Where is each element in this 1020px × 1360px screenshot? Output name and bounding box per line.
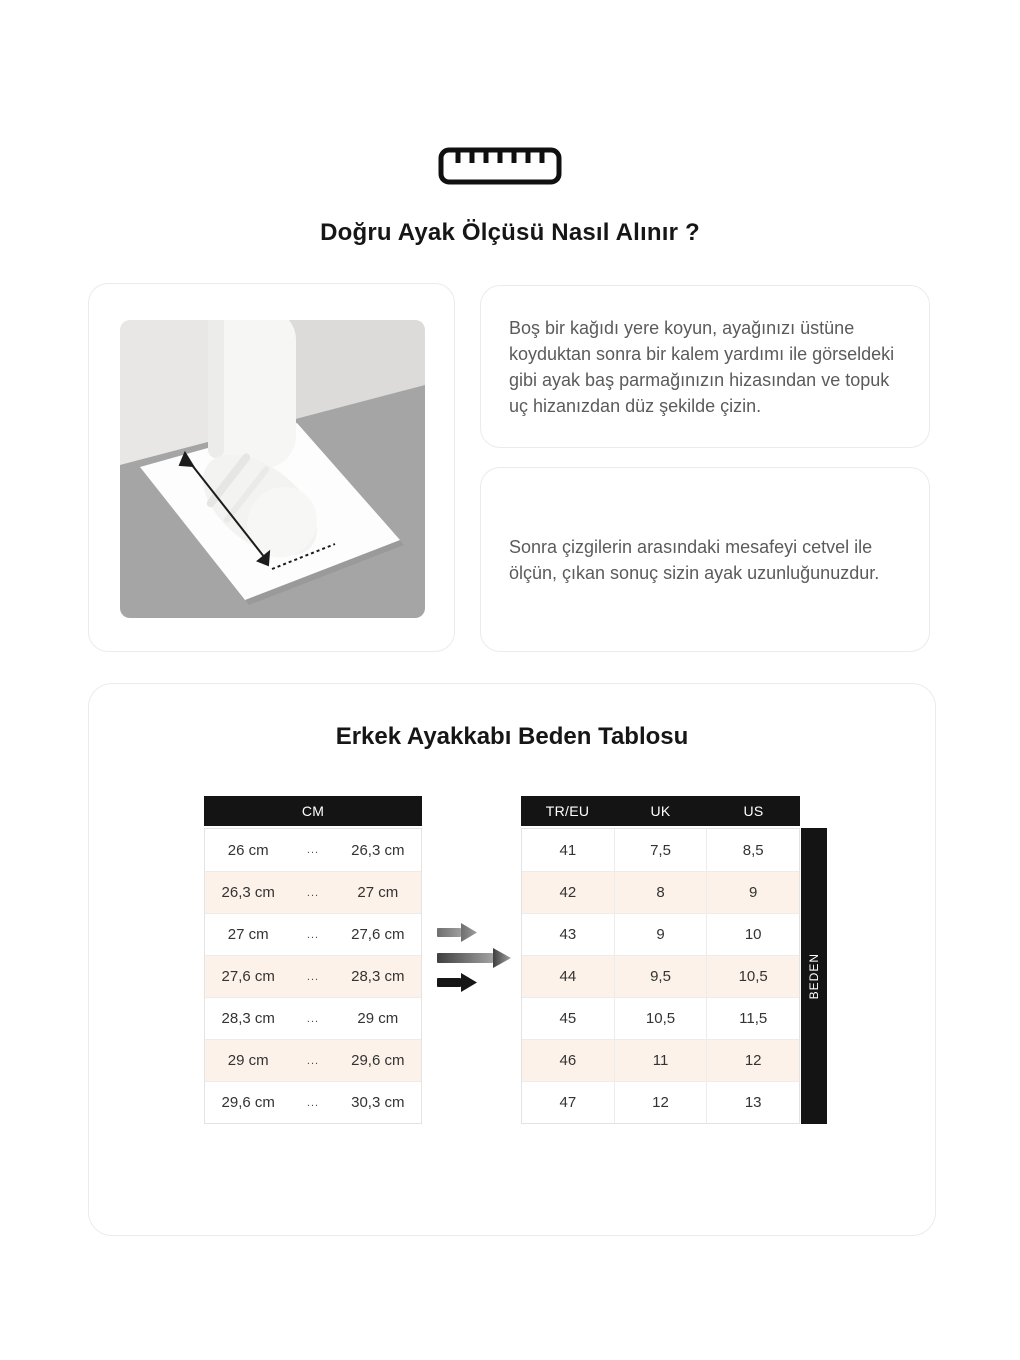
instruction-step-1: Boş bir kağıdı yere koyun, ayağınızı üstüne koyduktan sonra bir kalem yardımı ile görseldeki gibi ayak baş parmağınızın hizasından ve topuk uç hizanızdan düz şekilde çizin. (509, 317, 895, 416)
cm-range-table (204, 796, 422, 1124)
size-uk: 9 (614, 914, 707, 955)
cm-to: 27 cm (357, 884, 399, 901)
table-row (522, 955, 799, 997)
cm-to: 26,3 cm (351, 841, 405, 859)
size-tr-eu: 42 (559, 884, 577, 901)
table-row (522, 871, 799, 913)
cm-table-body (204, 828, 422, 1124)
size-uk: 7,5 (614, 829, 707, 871)
size-chart-card (88, 683, 936, 1236)
size-tr-eu: 45 (559, 1010, 577, 1027)
cm-to: 29,6 cm (351, 1052, 405, 1069)
table-row (205, 871, 421, 913)
beden-side-bar (801, 828, 827, 1124)
cm-to: 29 cm (357, 1010, 399, 1027)
range-separator: ... (306, 970, 320, 983)
cm-header-label: CM (301, 803, 325, 819)
foot-measure-photo (120, 320, 425, 618)
cm-to: 27,6 cm (351, 926, 405, 943)
table-row (205, 1039, 421, 1081)
cm-from: 29,6 cm (221, 1094, 275, 1111)
conversion-table-body (521, 828, 800, 1124)
table-row (522, 1039, 799, 1081)
cm-from: 29 cm (227, 1052, 269, 1069)
instruction-card-1 (480, 285, 930, 448)
conversion-table-header (521, 796, 800, 826)
size-uk: 9,5 (614, 956, 707, 997)
size-chart-title: Erkek Ayakkabı Beden Tablosu (335, 723, 689, 750)
measure-title: Doğru Ayak Ölçüsü Nasıl Alınır ? (320, 219, 700, 246)
table-row (205, 829, 421, 871)
size-us: 13 (706, 1082, 799, 1123)
conversion-arrows-icon (434, 919, 519, 994)
cm-from: 28,3 cm (221, 1010, 275, 1027)
header-us: US (743, 803, 764, 819)
size-us: 10,5 (706, 956, 799, 997)
table-row (522, 997, 799, 1039)
range-separator: ... (306, 928, 320, 941)
size-uk: 12 (614, 1082, 707, 1123)
table-row (205, 955, 421, 997)
cm-table-header (204, 796, 422, 826)
table-row (205, 997, 421, 1039)
size-uk: 8 (614, 872, 707, 913)
table-row (205, 913, 421, 955)
cm-from: 26,3 cm (221, 884, 275, 901)
table-row (205, 1081, 421, 1123)
size-conversion-table (521, 796, 800, 1124)
cm-to: 28,3 cm (351, 968, 405, 985)
size-us: 9 (706, 872, 799, 913)
header-tr-eu: TR/EU (545, 803, 590, 819)
size-uk: 10,5 (614, 998, 707, 1039)
instruction-card-2 (480, 467, 930, 652)
size-tr-eu: 41 (559, 841, 577, 859)
cm-from: 26 cm (227, 841, 269, 859)
size-tr-eu: 47 (559, 1094, 577, 1111)
range-separator: ... (306, 844, 320, 856)
foot-measure-photo-card (88, 283, 455, 652)
cm-from: 27,6 cm (221, 968, 275, 985)
ruler-icon (438, 147, 562, 185)
size-tr-eu: 44 (559, 968, 577, 985)
size-us: 10 (706, 914, 799, 955)
table-row (522, 829, 799, 871)
range-separator: ... (306, 1012, 320, 1025)
table-row (522, 913, 799, 955)
range-separator: ... (306, 886, 320, 899)
table-row (522, 1081, 799, 1123)
instruction-step-2: Sonra çizgilerin arasındaki mesafeyi cetvel ile ölçün, çıkan sonuç sizin ayak uzunluğunuzdur. (509, 536, 880, 583)
size-tr-eu: 43 (559, 926, 577, 943)
cm-to: 30,3 cm (351, 1094, 405, 1111)
range-separator: ... (306, 1096, 320, 1109)
header-uk: UK (650, 803, 671, 819)
size-uk: 11 (614, 1040, 707, 1081)
size-us: 11,5 (706, 998, 799, 1039)
size-us: 12 (706, 1040, 799, 1081)
size-us: 8,5 (706, 829, 799, 871)
range-separator: ... (306, 1054, 320, 1067)
size-tr-eu: 46 (559, 1052, 577, 1069)
cm-from: 27 cm (227, 926, 269, 943)
beden-label: BEDEN (807, 952, 821, 1000)
